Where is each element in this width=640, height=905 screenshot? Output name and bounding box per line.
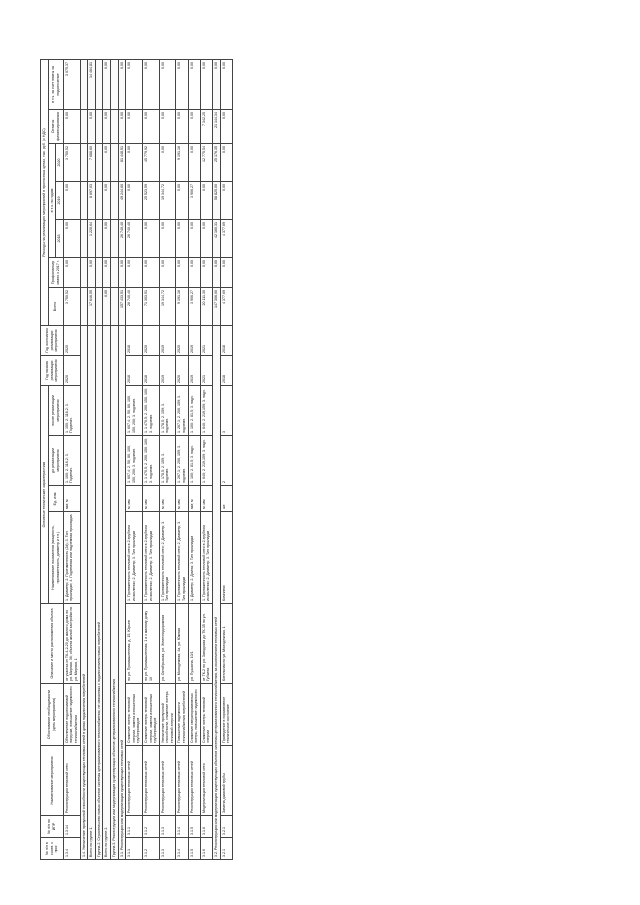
cell-location: от участка от ТК-4-2-20 до жилого дома по ул. Мирная, 36; объекта жилой застройки по ул. Мирная, 1 [63, 604, 80, 684]
cell-spent: 0,00 [200, 258, 212, 288]
cell-unit: шт. [220, 486, 232, 512]
cell-total: 4 377,69 [220, 288, 232, 326]
cell-v2018: 1 220,64 [88, 220, 96, 258]
cell-total [95, 288, 103, 326]
header-char: Наименование показателя (мощность, протяженность, диаметр и т.п.) [48, 512, 63, 604]
section-row [103, 60, 111, 860]
cell-incl [110, 60, 118, 110]
table-row [159, 60, 176, 860]
cell-ye: 2018 [220, 326, 232, 356]
cell-no: 3.2.1 [220, 838, 232, 860]
header-no: № п/п в соотв. с прог. [41, 838, 64, 860]
cell-total: 9 191,16 [176, 288, 188, 326]
cell-rest: 0,00 [142, 110, 159, 144]
cell-total [80, 288, 88, 326]
header-incl: в т.ч. за счет платы за подключение [48, 60, 63, 110]
cell-name: Реконструкция тепловых сетей [176, 746, 188, 816]
cell-ye: 2019 [159, 326, 176, 356]
cell-spent [80, 258, 88, 288]
cell-before: 1. 100; 2. 81,5; 3. надз. [188, 436, 200, 486]
cell-before: 2 [220, 436, 232, 486]
cell-incl [80, 60, 88, 110]
cell-v2019: 3 906,27 [188, 182, 200, 220]
table-row [176, 60, 188, 860]
cell-location: ул. Молодежная, 4а, ул. Южная [176, 604, 188, 684]
cell-ye: 2020 [142, 326, 159, 356]
section-title: 3.1. Реконструкция или модернизация существующих тепловых сетей [118, 326, 126, 860]
cell-rest: 0,00 [103, 110, 111, 144]
header-before: до реализации мероприятия [48, 436, 63, 486]
header-after: после реализации мероприятия [48, 386, 63, 436]
cell-v2019: 8 697,03 [88, 182, 96, 220]
section-row [80, 60, 88, 860]
cell-reason: Увеличение пропускной способности, снижение потерь тепловой энергии [159, 684, 176, 746]
cell-reason: Снижение потерь тепловой энергии, замена изношенных трубопроводов [142, 684, 159, 746]
cell-rest: 21 144,34 [213, 110, 221, 144]
cell-v2020 [95, 144, 103, 182]
cell-no2: 3.1.1 [126, 816, 143, 838]
section-row [213, 60, 221, 860]
cell-location: Котельная по ул. Молодежная, 1 [220, 604, 232, 684]
cell-rest: 0,00 [88, 110, 96, 144]
cell-spent: 0,00 [126, 258, 143, 288]
cell-v2019: 58 825,00 [213, 182, 221, 220]
header-year-end: Год окончания реализации мероприятия [41, 326, 64, 356]
cell-v2020: 12 775,54 [200, 144, 212, 182]
cell-unit: м; мм [142, 486, 159, 512]
cell-after: 1. 1 470,5; 2. 200, 150, 100; 3. подземн. [142, 386, 159, 436]
cell-incl: 0,00 [159, 60, 176, 110]
cell-chars: 1. Протяженность тепловой сети; 2. Диаметр; 3. Тип прокладки [176, 512, 188, 604]
cell-no2: 3.2.1 [220, 816, 232, 838]
cell-incl: 0,00 [213, 60, 221, 110]
table-row [200, 60, 212, 860]
cell-no: 1.3.4 [63, 838, 80, 860]
cell-rest: 0,00 [220, 110, 232, 144]
header-name: Наименование мероприятия [41, 746, 64, 816]
cell-spent: 0,00 [103, 258, 111, 288]
cell-v2018 [80, 220, 88, 258]
cell-v2020: 9 191,16 [176, 144, 188, 182]
cell-chars: 1. Протяженность тепловой сети в 2-трубном исчислении; 2. Диаметр; 3. Тип прокладки [200, 512, 212, 604]
cell-v2019 [110, 182, 118, 220]
cell-v2018: 0,00 [159, 220, 176, 258]
cell-chars: 1. Протяженность тепловой сети в 2-трубном исчислении; 2. Диаметр; 3. Тип прокладки [126, 512, 143, 604]
cell-spent: 0,00 [63, 258, 80, 288]
cell-rest [95, 110, 103, 144]
table-row [63, 60, 80, 860]
cell-v2018: 4 377,69 [220, 220, 232, 258]
cell-v2020: 0,00 [188, 144, 200, 182]
cell-total [110, 288, 118, 326]
cell-spent [95, 258, 103, 288]
cell-no2: 3.1.3 [159, 816, 176, 838]
header-2020: 2020 [56, 144, 64, 182]
cell-v2019: 0,00 [63, 182, 80, 220]
cell-total: 147 306,00 [213, 288, 221, 326]
table-body [63, 60, 232, 860]
cell-no2: 3.1.5 [188, 816, 200, 838]
cell-name: Реконструкция тепловых сетей [159, 746, 176, 816]
cell-incl: 0,00 [118, 60, 126, 110]
cell-total: 0,00 [103, 288, 111, 326]
cell-v2020: 3 750,52 [63, 144, 80, 182]
cell-ye: 2018 [126, 326, 143, 356]
cell-ye: 2020 [63, 326, 80, 356]
cell-rest [110, 110, 118, 144]
cell-v2019: 0,00 [220, 182, 232, 220]
cell-before: 1. 607,4; 2. 50, 80, 100, 150, 200; 3. подземн. [126, 436, 143, 486]
cell-after: 1. 150; 2. 116,2; 3. Подземн. [63, 386, 80, 436]
cell-total: 20 111,30 [200, 288, 212, 326]
cell-chars: 1. Протяженность тепловой сети в 2-трубном исчислении; 2. Диаметр; 3. Тип прокладки [142, 512, 159, 604]
cell-no: 3.1.3 [159, 838, 176, 860]
section-row [95, 60, 103, 860]
cell-name: Реконструкция тепловых сетей [142, 746, 159, 816]
cell-spent: 0,00 [118, 258, 126, 288]
cell-v2018 [95, 220, 103, 258]
cell-no: 3.1.5 [188, 838, 200, 860]
cell-v2019: 0,00 [126, 182, 143, 220]
cell-v2019: 0,00 [200, 182, 212, 220]
header-remain: Остаток финансирования [48, 110, 63, 144]
cell-name: Замена дымовой трубы [220, 746, 232, 816]
cell-reason: Снижение сверхнормативных потерь, повышение надежности [188, 684, 200, 746]
cell-name: Реконструкция тепловых сетей [126, 746, 143, 816]
cell-v2020: 0,00 [126, 144, 143, 182]
cell-unit: мм; м [63, 486, 80, 512]
cell-ys: 2020 [63, 356, 80, 386]
cell-rest: 0,00 [126, 110, 143, 144]
cell-spent: 0,00 [142, 258, 159, 288]
cell-rest: 0,00 [176, 110, 188, 144]
cell-incl: 0,00 [176, 60, 188, 110]
cell-before: 1. 100; 2. 116,2; 3. Подземн. [63, 436, 80, 486]
cell-name: Реконструкция тепловых сетей [188, 746, 200, 816]
cell-total: 3 750,52 [63, 288, 80, 326]
cell-total: 157 433,51 [118, 288, 126, 326]
cell-unit: м; мм [200, 486, 212, 512]
cell-v2019: 0,00 [176, 182, 188, 220]
header-no2: № п/п по ИПР [41, 816, 64, 838]
cell-ys: 2020 [176, 356, 188, 386]
cell-v2018: 0,00 [176, 220, 188, 258]
cell-rest [80, 110, 88, 144]
cell-after: 1. 607,4; 2. 50, 80, 100, 150, 200; 3. подземн. [126, 386, 143, 436]
cell-ye: 2020 [176, 326, 188, 356]
cell-v2019: 19 344,72 [159, 182, 176, 220]
cell-rest: 0,00 [118, 110, 126, 144]
cell-reason: Повышение надежности теплоснабжения потребителей [176, 684, 188, 746]
cell-v2019: 49 244,60 [118, 182, 126, 220]
cell-v2020 [80, 144, 88, 182]
cell-unit: м; мм [176, 486, 188, 512]
cell-after: 1. 640; 2. 219,159; 3. надз. [200, 386, 212, 436]
cell-chars: 1. Диаметр; 2. Длина; 3. Тип прокладки [188, 512, 200, 604]
cell-incl [95, 60, 103, 110]
cell-v2019: 0,00 [103, 182, 111, 220]
cell-v2019: 25 523,59 [142, 182, 159, 220]
cell-v2020: 7 688,60 [88, 144, 96, 182]
cell-chars: Комплекс [220, 512, 232, 604]
cell-ye: 2021 [200, 326, 212, 356]
cell-incl: 0,00 [103, 60, 111, 110]
cell-location: по ул. Промышленная, д. 15, Юрьев [126, 604, 143, 684]
cell-after: 1. 267,1; 2. 200, 159; 3. подземн. [176, 386, 188, 436]
cell-no2: 3.1.2 [142, 816, 159, 838]
cell-after: 3 [220, 386, 232, 436]
table-header [41, 60, 64, 860]
cell-v2020: 0,00 [220, 144, 232, 182]
section-title: Всего по группе 1. [88, 326, 96, 860]
header-2018: 2018 [56, 220, 64, 258]
cell-spent [110, 258, 118, 288]
cell-incl: 0,00 [200, 60, 212, 110]
cell-incl: 0,00 [220, 60, 232, 110]
table-row [220, 60, 232, 860]
cell-location: от ТК-2 по ул. Заводская до ТК-35 по ул. Губкина [200, 604, 212, 684]
cell-unit: м; мм [159, 486, 176, 512]
cell-no: 3.1.2 [142, 838, 159, 860]
header-finance-group: Расходы на реализацию мероприятий в прогнозных ценах, тыс. руб. (с НДС) [41, 60, 49, 326]
cell-location: ул. Пушкина, 10/1 [188, 604, 200, 684]
section-title: 3.2. Реконструкция или модернизация существующих объектов системы централизованного теплоснабжения, за исключением тепловых сетей [213, 326, 221, 860]
cell-total: 71 303,51 [142, 288, 159, 326]
cell-v2018 [110, 220, 118, 258]
cell-chars: 1. Протяженность тепловой сети; 2. Диаметр; 3. Тип прокладки [159, 512, 176, 604]
cell-before: 1. 1 470,5; 2. 200, 150, 100; 3. подземн. [142, 436, 159, 486]
cell-unit: мм; м [188, 486, 200, 512]
cell-no: 3.1.4 [176, 838, 188, 860]
cell-location: по ул. Промышленная, 1 и к жилому дому 10 [142, 604, 159, 684]
cell-incl: 3 075,37 [63, 60, 80, 110]
cell-incl: 0,00 [142, 60, 159, 110]
cell-rest: 0,00 [188, 110, 200, 144]
cell-v2018: 0,00 [142, 220, 159, 258]
cell-v2019 [80, 182, 88, 220]
cell-v2018: 0,00 [188, 220, 200, 258]
cell-total: 3 906,27 [188, 288, 200, 326]
cell-spent: 0,00 [220, 258, 232, 288]
cell-reason: Снижение потерь тепловой энергии, замена изношенных трубопроводов [126, 684, 143, 746]
cell-before: 1. 178,5; 2. 159; 3. подземн. [159, 436, 176, 486]
header-reason: Обоснование необходимости (цель мероприятия) [41, 684, 64, 746]
cell-location: ул. Октябрьская, ул. Железнодорожная [159, 604, 176, 684]
cell-rest: 0,00 [63, 110, 80, 144]
cell-v2019 [95, 182, 103, 220]
table-row [142, 60, 159, 860]
cell-rest: 7 342,25 [200, 110, 212, 144]
cell-ys: 2018 [220, 356, 232, 386]
cell-no2: 1.3.14 [63, 816, 80, 838]
cell-chars: 1. Диаметр; 2. Протяженность (2d); 3. Тип прокладки; 4. Подземная или надземная прокладка [63, 512, 80, 604]
cell-spent: 0,00 [88, 258, 96, 288]
header-years-group: в т.ч. по годам [48, 144, 56, 258]
cell-total: 17 646,55 [88, 288, 96, 326]
section-row [110, 60, 118, 860]
header-year-start: Год начала реализации мероприятия [41, 356, 64, 386]
section-title: Всего по группе 2. [103, 326, 111, 860]
cell-no: 3.1.6 [200, 838, 212, 860]
cell-after: 1. 178,5; 2. 159; 3. подземн. [159, 386, 176, 436]
section-title: Группа 2. Строительство новых объектов системы централизованного теплоснабжения, не связанных с подключением новых потребителей [95, 326, 103, 860]
cell-v2020: 0,00 [159, 144, 176, 182]
cell-rest: 0,00 [159, 110, 176, 144]
cell-v2018: 26 740,40 [126, 220, 143, 258]
cell-incl: 0,00 [188, 60, 200, 110]
cell-v2018: 26 740,40 [118, 220, 126, 258]
cell-name: Модернизация тепловой сети [200, 746, 212, 816]
investment-program-table [40, 59, 233, 860]
cell-incl: 0,00 [126, 60, 143, 110]
cell-v2020: 45 779,92 [142, 144, 159, 182]
cell-total: 19 344,72 [159, 288, 176, 326]
cell-ye: 2019 [188, 326, 200, 356]
cell-ys: 2019 [188, 356, 200, 386]
cell-spent: 0,00 [188, 258, 200, 288]
cell-no: 3.1.1 [126, 838, 143, 860]
cell-v2020: 81 448,51 [118, 144, 126, 182]
header-unit: Ед. изм. [48, 486, 63, 512]
cell-v2018: 42 160,31 [213, 220, 221, 258]
cell-no2: 3.1.6 [200, 816, 212, 838]
cell-v2020 [110, 144, 118, 182]
cell-total: 26 740,40 [126, 288, 143, 326]
header-spent: Профинансировано к 2017 г. [48, 258, 63, 288]
header-location: Описание и место расположения объекта [41, 604, 64, 684]
cell-ys: 2021 [200, 356, 212, 386]
section-title: 1.4. Увеличение пропускной способности существующих тепловых сетей в целях подключения потребителей [80, 326, 88, 860]
cell-reason: Приведение в нормативное техническое состояние [220, 684, 232, 746]
cell-spent: 0,00 [213, 258, 221, 288]
cell-after: 1. 100; 2. 81,5; 3. надз. [188, 386, 200, 436]
section-row [118, 60, 126, 860]
cell-reason: Обеспечение подключаемой нагрузки, повышение надежности теплоснабжения [63, 684, 80, 746]
table-row [126, 60, 143, 860]
cell-spent: 0,00 [159, 258, 176, 288]
rotated-table-wrapper [40, 60, 570, 860]
cell-incl: 14 464,81 [88, 60, 96, 110]
cell-name: Реконструкция тепловой сети [63, 746, 80, 816]
cell-v2020: 0,00 [103, 144, 111, 182]
section-title: Группа 3. Реконструкция или модернизация существующих объектов централизованного теплоснабжения [110, 326, 118, 860]
header-total: Всего [48, 288, 63, 326]
section-row [88, 60, 96, 860]
cell-no2: 3.1.4 [176, 816, 188, 838]
cell-spent: 0,00 [176, 258, 188, 288]
cell-ys: 2018 [126, 356, 143, 386]
cell-v2018: 0,00 [200, 220, 212, 258]
cell-ys: 2019 [159, 356, 176, 386]
header-tech-group: Основные технические характеристики [41, 386, 49, 604]
cell-before: 1. 640; 2. 219,159; 3. надз. [200, 436, 212, 486]
header-2019: 2019 [56, 182, 64, 220]
cell-v2018: 0,00 [103, 220, 111, 258]
table-row [188, 60, 200, 860]
cell-reason: Снижение потерь тепловой энергии [200, 684, 212, 746]
cell-v2020: 25 176,35 [213, 144, 221, 182]
cell-ys: 2018 [142, 356, 159, 386]
cell-unit: м; мм [126, 486, 143, 512]
cell-before: 1. 267,1; 2. 200, 159; 3. подземн. [176, 436, 188, 486]
cell-v2018: 0,00 [63, 220, 80, 258]
